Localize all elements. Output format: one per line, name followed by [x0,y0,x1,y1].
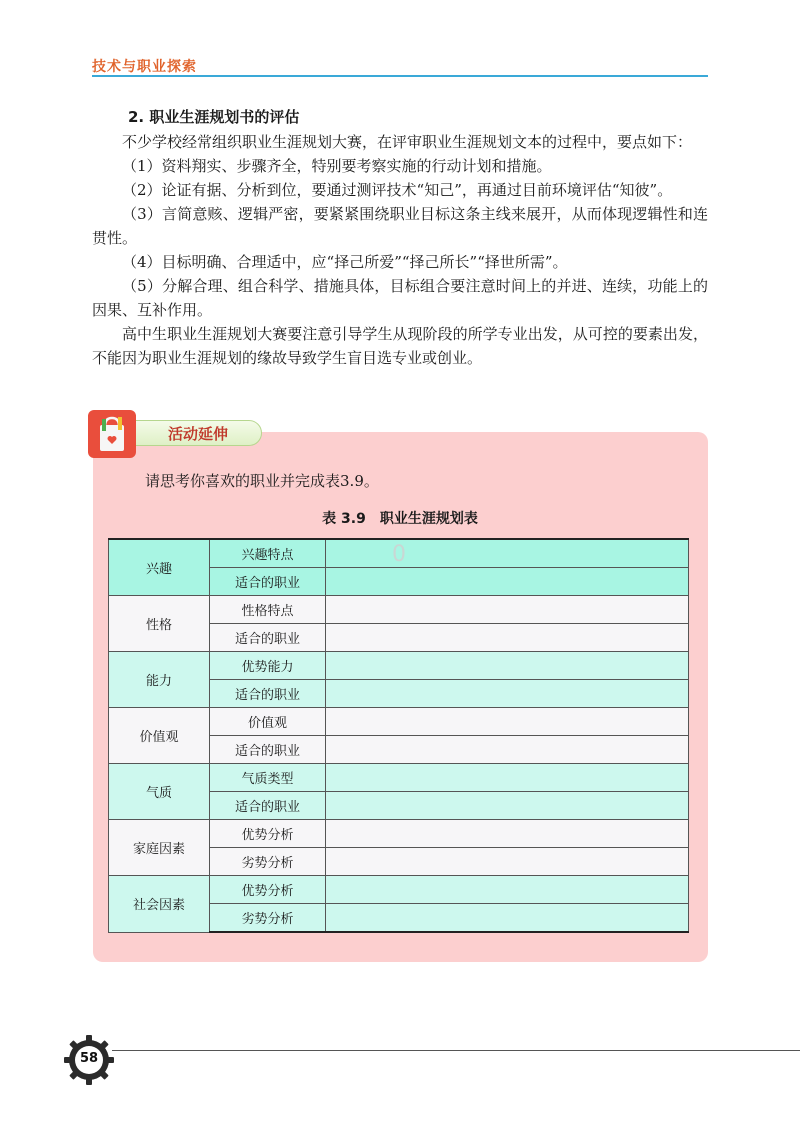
footer-rule [112,1050,800,1051]
table-item-cell: 适合的职业 [210,624,326,652]
table-category-cell: 价值观 [109,708,210,764]
paragraph-point-1: （1）资料翔实、步骤齐全，特别要考察实施的行动计划和措施。 [122,157,552,175]
page-number: 58 [79,1051,99,1066]
table-category-cell: 社会因素 [109,876,210,933]
paragraph-conclusion: 高中生职业生涯规划大赛要注意引导学生从现阶段的所学专业出发，从可控的要素出发，不能因为职业生涯规划的缘故导致学生盲目选专业或创业。 [92,325,708,367]
paragraph-intro: 不少学校经常组织职业生涯规划大赛，在评审职业生涯规划文本的过程中，要点如下： [122,133,693,151]
table-item-cell: 适合的职业 [210,736,326,764]
table-category-cell: 能力 [109,652,210,708]
table-caption: 表 3.9 职业生涯规划表 [322,511,478,527]
table-input-cell[interactable] [326,596,689,624]
table-item-cell: 优势分析 [210,820,326,848]
table-item-cell: 优势能力 [210,652,326,680]
activity-prompt: 请思考你喜欢的职业并完成表3.9。 [145,472,379,490]
table-category-cell: 家庭因素 [109,820,210,876]
table-category-cell: 气质 [109,764,210,820]
table-item-cell: 适合的职业 [210,792,326,820]
table-input-cell[interactable] [326,539,689,568]
paragraph-point-5: （5）分解合理、组合科学、措施具体，目标组合要注意时间上的并进、连续，功能上的因果、互补作用。 [92,277,708,319]
table-input-cell[interactable] [326,876,689,904]
table-input-cell[interactable] [326,904,689,933]
shopping-bag-icon [88,410,136,458]
table-input-cell[interactable] [326,764,689,792]
activity-label: 活动延伸 [168,425,229,443]
paragraph-point-4: （4）目标明确、合理适中，应“择己所爱”“择己所长”“择世所需”。 [122,253,568,271]
table-item-cell: 性格特点 [210,596,326,624]
table-input-cell[interactable] [326,652,689,680]
career-plan-table [108,538,689,933]
table-input-cell[interactable] [326,792,689,820]
table-input-cell[interactable] [326,820,689,848]
faint-mark: 0 [392,542,406,567]
table-input-cell[interactable] [326,568,689,596]
header-rule [92,75,708,77]
table-category-cell: 性格 [109,596,210,652]
table-input-cell[interactable] [326,848,689,876]
section-heading: 2. 职业生涯规划书的评估 [128,108,300,126]
body-text [92,130,708,370]
table-input-cell[interactable] [326,624,689,652]
table-item-cell: 劣势分析 [210,848,326,876]
table-item-cell: 适合的职业 [210,680,326,708]
paragraph-point-2: （2）论证有据、分析到位，要通过测评技术“知己”，再通过目前环境评估“知彼”。 [122,181,673,199]
table-category-cell: 兴趣 [109,539,210,596]
table-item-cell: 优势分析 [210,876,326,904]
table-input-cell[interactable] [326,680,689,708]
table-input-cell[interactable] [326,736,689,764]
table-item-cell: 气质类型 [210,764,326,792]
table-input-cell[interactable] [326,708,689,736]
table-item-cell: 劣势分析 [210,904,326,933]
running-header: 技术与职业探索 [92,59,197,75]
table-item-cell: 适合的职业 [210,568,326,596]
table-item-cell: 价值观 [210,708,326,736]
table-item-cell: 兴趣特点 [210,539,326,568]
paragraph-point-3: （3）言简意赅、逻辑严密，要紧紧围绕职业目标这条主线来展开，从而体现逻辑性和连贯性。 [92,205,708,247]
